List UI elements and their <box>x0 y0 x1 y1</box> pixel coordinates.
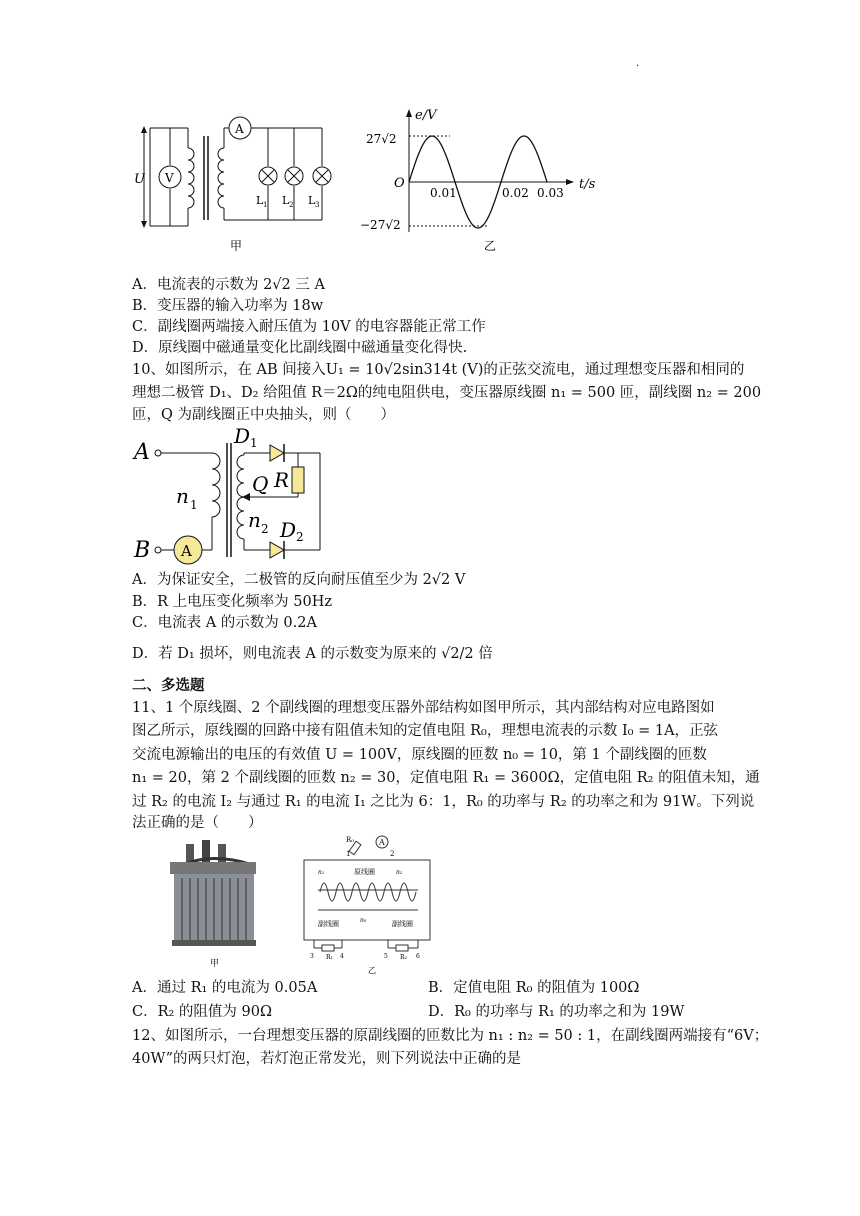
q10-stem-line1: 10、如图所示，在 AB 间接入U₁ = 10√2sin314t (V)的正弦交流电，通过理想变压器和相同的 <box>132 362 745 378</box>
terminal-A-label: A <box>134 440 150 465</box>
svg-text:n₁: n₁ <box>318 869 325 876</box>
q11-figure-yi-schematic <box>298 830 438 975</box>
x-tick-0.02: 0.02 <box>502 186 529 200</box>
q11-yi-caption: 乙 <box>368 966 376 975</box>
q10-option-a: A．为保证安全，二极管的反向耐压值至少为 2√2 V <box>132 572 466 588</box>
y-axis-label: e/V <box>415 108 437 123</box>
q9-option-c: C．副线圈两端接入耐压值为 10V 的电容器能正常工作 <box>132 319 486 335</box>
q11-option-b: B．定值电阻 R₀ 的阻值为 100Ω <box>428 980 640 996</box>
svg-text:1: 1 <box>263 201 268 209</box>
q11-option-d: D．R₀ 的功率与 R₁ 的功率之和为 19W <box>428 1004 685 1020</box>
q11-stem-line3: 交流电源输出的电压的有效值 U = 100V，原线圈的匝数 n₀ = 10，第 1 个副线圈的匝数 <box>132 747 707 763</box>
q11-jia-caption: 甲 <box>210 959 220 969</box>
x-tick-0.01: 0.01 <box>430 186 457 200</box>
svg-text:n₀: n₀ <box>360 917 367 924</box>
diode-D2-icon <box>270 542 284 558</box>
q11-stem-line4: n₁ = 20，第 2 个副线圈的匝数 n₂ = 30，定值电阻 R₁ = 3600Ω，定值电阻 R₂ 的阻值未知，通 <box>132 770 760 786</box>
svg-text:R₂: R₂ <box>400 954 407 961</box>
x-axis-arrow-icon <box>566 179 574 185</box>
lamp-L2 <box>282 128 303 220</box>
svg-text:副线圈: 副线圈 <box>318 920 339 928</box>
terminal-B-label: B <box>134 538 151 563</box>
y-tick-top: 27√2 <box>366 132 397 146</box>
q10-circuit-figure <box>130 425 340 565</box>
figure-yi-sine-graph <box>360 104 610 258</box>
svg-text:1: 1 <box>190 498 198 512</box>
svg-text:R₁: R₁ <box>326 954 333 961</box>
q11-figure-jia-transformer <box>160 836 270 971</box>
q11-stem-line6: 法正确的是（ ） <box>132 815 263 831</box>
svg-text:2: 2 <box>296 530 304 544</box>
svg-text:原线圈: 原线圈 <box>354 868 375 876</box>
q11-stem-line2: 图乙所示，原线圈的回路中接有阻值未知的定值电阻 R₀，理想电流表的示数 I₀ = 1A，正弦 <box>132 723 719 739</box>
resistor-R-icon <box>292 467 304 493</box>
lamp-L1 <box>256 128 277 220</box>
svg-text:A: A <box>181 542 192 560</box>
q10-option-d: D．若 D₁ 损坏，则电流表 A 的示数变为原来的 √2/2 倍 <box>132 646 493 662</box>
figure-jia-caption: 甲 <box>230 239 243 253</box>
svg-text:R₀: R₀ <box>346 836 355 844</box>
y-axis-arrow-icon <box>406 109 412 117</box>
svg-text:3: 3 <box>315 201 320 209</box>
svg-text:3: 3 <box>310 953 314 960</box>
primary-coil <box>188 148 194 208</box>
q9-option-b: B．变压器的输入功率为 18w <box>132 298 324 314</box>
origin-label: O <box>394 176 405 191</box>
svg-text:L: L <box>308 194 316 207</box>
svg-text:1: 1 <box>250 436 258 450</box>
q11-option-a: A．通过 R₁ 的电流为 0.05A <box>132 980 318 996</box>
q11-stem-line5: 过 R₂ 的电流 I₂ 与通过 R₁ 的电流 I₁ 之比为 6：1，R₀ 的功率与 R₂ 的功率之和为 91W。下列说 <box>132 794 755 810</box>
q11-stem-line1: 11、1 个原线圈、2 个副线圈的理想变压器外部结构如图甲所示，其内部结构对应电路图如 <box>132 700 715 716</box>
q9-option-a: A．电流表的示数为 2√2 三 A <box>132 277 325 293</box>
lamp-L3 <box>308 128 331 220</box>
q10-stem-line2: 理想二极管 D₁、D₂ 给阻值 R＝2Ω的纯电阻供电，变压器原线圈 n₁ = 500 匝，副线圈 n₂ = 200 <box>132 385 762 401</box>
q11-option-c: C．R₂ 的阻值为 90Ω <box>132 1004 273 1020</box>
svg-text:n: n <box>176 484 189 508</box>
q10-stem-line3: 匝，Q 为副线圈正中央抽头，则（ ） <box>132 407 395 423</box>
r1-resistor-icon <box>322 945 334 951</box>
svg-text:4: 4 <box>340 953 344 960</box>
resistor-R-label: R <box>274 468 290 492</box>
svg-text:副线圈: 副线圈 <box>392 920 413 928</box>
r2-resistor-icon <box>396 945 408 951</box>
svg-text:A: A <box>379 838 385 847</box>
svg-text:2: 2 <box>289 201 294 209</box>
q12-stem-line1: 12、如图所示，一台理想变压器的原副线圈的匝数比为 n₁ : n₂ = 50 : 1，在副线圈两端接有“6V； <box>132 1028 769 1044</box>
svg-text:5: 5 <box>384 953 388 960</box>
voltmeter-label: V <box>165 171 174 185</box>
svg-text:1: 1 <box>346 850 351 858</box>
x-tick-0.03: 0.03 <box>537 186 564 200</box>
coil-windings <box>320 883 416 901</box>
figure-jia-circuit <box>130 108 350 258</box>
y-tick-bottom: −27√2 <box>360 218 401 232</box>
q10-option-c: C．电流表 A 的示数为 0.2A <box>132 615 317 631</box>
x-axis-label: t/s <box>579 177 596 192</box>
u-label: U <box>134 172 145 187</box>
diode-D1-label: D <box>234 425 251 448</box>
svg-text:2: 2 <box>390 850 395 858</box>
q10-option-b: B．R 上电压变化频率为 50Hz <box>132 594 333 610</box>
secondary-coil <box>218 148 224 208</box>
primary-coil-n1 <box>212 453 220 517</box>
diode-D1-icon <box>270 445 284 461</box>
header-dot: . <box>636 58 640 69</box>
svg-text:n₂: n₂ <box>396 869 403 876</box>
svg-text:6: 6 <box>416 953 420 960</box>
svg-text:L: L <box>256 194 264 207</box>
center-tap-arrow-icon <box>242 493 250 501</box>
figure-yi-caption: 乙 <box>484 239 497 253</box>
q12-stem-line2: 40W”的两只灯泡，若灯泡正常发光，则下列说法中正确的是 <box>132 1051 522 1067</box>
q9-option-d: D．原线圈中磁通量变化比副线圈中磁通量变化得快. <box>132 340 468 356</box>
svg-text:n: n <box>248 508 261 532</box>
section-multi-choice-heading: 二、多选题 <box>132 678 205 694</box>
svg-text:2: 2 <box>261 522 269 536</box>
svg-text:L: L <box>282 194 290 207</box>
ammeter-label: A <box>235 122 244 136</box>
center-tap-Q-label: Q <box>252 472 269 496</box>
diode-D2-label: D <box>280 518 297 542</box>
